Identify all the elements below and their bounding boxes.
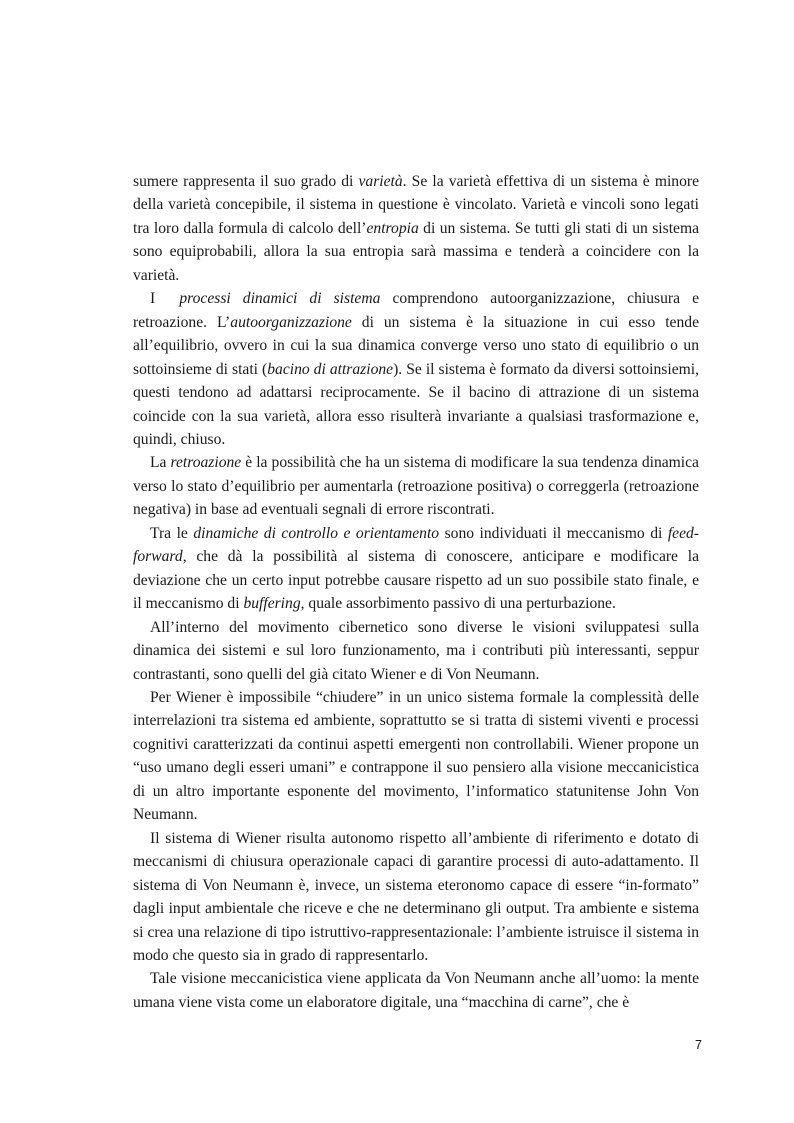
italic-term: bacino di attrazione — [267, 360, 394, 378]
paragraph — [133, 827, 699, 968]
italic-term: dinamiche di controllo e orientamento — [193, 524, 440, 542]
text-span: , che dà la possibilità al sistema di conoscere, anticipare e modificare la deviazione che un certo input potrebbe causare rispetto ad un suo possibile stato finale, e il meccanismo di — [133, 548, 699, 613]
text-span: sumere rappresenta il suo grado di — [133, 173, 359, 190]
text-span: Il sistema di Wiener risulta autonomo rispetto all’ambiente di riferimento e dotato di meccanismi di chiusura operazionale capaci di garantire processi di auto-adattamento. Il sistema di Von Neumann è, invece, un sistema eteronomo capace di essere “in-formato” dagli input ambientale che riceve e che ne determinano gli output. Tra ambiente e sistema si crea una relazione di tipo istruttivo-rappresentazionale: l’ambiente istruisce il sistema in modo che questo sia in grado di rappresentarlo. — [133, 829, 699, 964]
text-span: I — [150, 290, 180, 308]
body-text — [133, 170, 699, 1014]
text-span: La — [150, 454, 171, 472]
text-span: di un sistema è la situazione in cui esso tende all’equilibrio, ovvero in cui la sua dinamica converge verso uno stato di equilibrio o un sottoinsieme di stati ( — [133, 313, 699, 378]
text-span: . Se la varietà effettiva di un sistema è minore della varietà concepibile, il sistema in questione è vincolato. Varietà e vincoli sono legati tra loro dalla formula di calcolo dell’ — [133, 173, 700, 237]
paragraph — [133, 287, 699, 451]
paragraph — [133, 616, 699, 686]
italic-term: varietà — [358, 173, 403, 190]
paragraph — [133, 967, 699, 1014]
paragraph — [133, 686, 699, 827]
italic-term: autoorganizzazione — [230, 313, 352, 331]
text-span: Tra le — [150, 524, 194, 542]
italic-term: retroazione — [170, 454, 242, 472]
text-span: Tale visione meccanicistica viene applicata da Von Neumann anche all’uomo: la mente umana viene vista come un elaboratore digitale, una “macchina di carne”, che è — [133, 970, 699, 1011]
italic-term: entropia — [366, 219, 419, 237]
italic-term: buffering — [243, 595, 301, 613]
italic-term: processi dinamici di sistema — [179, 290, 381, 308]
paragraph — [133, 170, 699, 287]
text-span: sono individuati il meccanismo di — [439, 524, 668, 542]
text-span: di un sistema. Se tutti gli stati di un sistema sono equiprobabili, allora la sua entropia sarà massima e tenderà a coincidere con la varietà. — [133, 219, 700, 284]
text-span: All’interno del movimento cibernetico sono diverse le visioni sviluppatesi sulla dinamica dei sistemi e sul loro funzionamento, ma i contributi più interessanti, seppur contrastanti, sono quelli del già citato Wiener e di Von Neumann. — [133, 618, 699, 683]
text-span: Per Wiener è impossibile “chiudere” in un unico sistema formale la complessità delle interrelazioni tra sistema ed ambiente, soprattutto se si tratta di sistemi viventi e processi cognitivi caratterizzati da continui aspetti emergenti non controllabili. Wiener propone un “uso umano degli esseri umani” e contrappone il suo pensiero alla visione meccanicistica di un altro importante esponente del movimento, l’informatico statunitense John Von Neumann. — [133, 688, 699, 824]
text-span: , quale assorbimento passivo di una perturbazione. — [300, 595, 616, 613]
paragraph — [133, 451, 699, 521]
text-span: comprendono autoorganizzazione, chiusura e retroazione. L’ — [133, 290, 699, 331]
page-number: 7 — [695, 1038, 702, 1052]
italic-term: feed-forward — [133, 524, 699, 566]
text-span: ). Se il sistema è formato da diversi sottoinsiemi, questi tendono ad adattarsi reciprocamente. Se il bacino di attrazione di un sistema coincide con la sua varietà, allora esso risulterà invariante a qualsiasi trasformazione e, quindi, chiuso. — [133, 360, 699, 448]
text-span: è la possibilità che ha un sistema di modificare la sua tendenza dinamica verso lo stato d’equilibrio per aumentarla (retroazione positiva) o correggerla (retroazione negativa) in base ad eventuali segnali di errore riscontrati. — [133, 454, 699, 519]
paragraph — [133, 522, 699, 616]
